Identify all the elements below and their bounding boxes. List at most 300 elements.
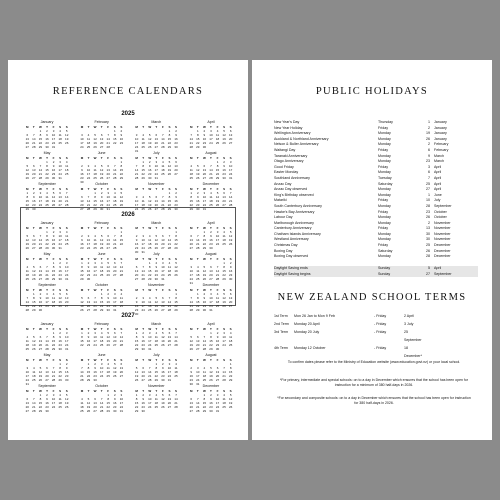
day-cell: 27 [161,245,165,250]
month-october [79,384,125,413]
day-cell: 17 [58,237,62,242]
holiday-hm: November [434,231,451,236]
day-cell: 8 [39,396,42,401]
weekday-label: S [223,155,226,160]
day-cell: 5 [162,392,164,397]
day-cell: 14 [86,198,91,203]
day-cell: 22 [229,373,233,378]
day-cell: 1 [229,361,232,366]
day-cell: 10 [141,299,145,304]
day-cell: 20 [106,171,110,176]
day-cell: 12 [86,400,91,405]
day-cell: 6 [168,330,171,335]
day-cell: 22 [38,404,43,409]
day-cell: 20 [167,400,172,405]
weekday-label: M [135,155,138,160]
month-grid [24,156,70,180]
weekday-label: W [93,155,97,160]
day-cell: 17 [189,272,193,277]
day-cell: 5 [39,365,42,370]
year-label: 2027 [121,313,135,319]
weekday-label: S [113,124,116,129]
month-january [24,322,70,351]
day-cell: 2 [216,330,219,335]
day-cell: 16 [134,241,139,246]
day-cell: 1 [26,190,29,195]
holiday-hdt: 1 [428,120,430,124]
holiday-hdt: 6 [428,170,430,175]
day-cell: 26 [134,377,139,382]
daylight-saving-list [274,266,478,277]
day-cell: 10 [215,396,220,401]
day-cell: 12 [189,338,193,343]
day-cell: 5 [26,233,29,238]
day-cell: 8 [216,163,219,168]
day-cell: 2 [229,260,232,265]
month-december [188,381,234,413]
day-cell: 13 [196,338,200,343]
day-cell: 31 [229,175,233,180]
day-cell: 15 [209,338,213,343]
day-cell: 3 [52,392,55,397]
day-cell: 1 [113,128,116,133]
holiday-hn: Anzac Day [274,181,292,186]
day-cell: 14 [119,264,124,269]
month-july [133,353,179,386]
day-cell: 30 [86,276,91,281]
day-cell: 23 [80,175,84,180]
day-cell: 28 [32,408,36,413]
day-cell: 20 [119,369,124,374]
month-august [188,353,234,386]
day-cell: 27 [106,175,110,180]
weekday-label: S [113,357,116,362]
day-cell: 19 [222,136,226,141]
day-cell: 21 [38,171,43,176]
day-cell: 7 [196,233,199,238]
day-cell: 21 [80,373,84,378]
day-cell: 24 [134,144,139,149]
day-cell: 10 [215,233,220,238]
day-cell: 3 [65,330,68,335]
day-cell: 17 [215,237,220,242]
holiday-hn: Daylight Saving begins [274,271,311,276]
day-cell: 11 [222,396,226,401]
day-cell: 27 [161,307,165,312]
day-cell: 3 [155,159,158,164]
day-cell: 7 [162,132,164,137]
day-cell: 3 [135,194,138,199]
holiday-hn: Wellington Anniversary [274,131,311,136]
day-cell: 25 [86,144,91,149]
day-cell: 2 [190,365,193,370]
day-cell: 10 [148,334,152,339]
day-cell: 16 [154,268,158,273]
holiday-hdt: 27 [426,187,430,192]
weekday-label: F [161,225,164,230]
day-cell: 6 [155,194,158,199]
day-cell: 31 [106,206,110,211]
weekday-label: S [175,256,178,261]
holiday-hdt: 27 [426,271,430,276]
month-grid [133,226,179,254]
month-name: November [148,283,165,287]
day-cell: 17 [38,198,43,203]
month-january [24,221,70,254]
day-cell: 24 [148,404,152,409]
day-cell: 29 [174,307,178,312]
day-cell: 11 [80,400,84,405]
holiday-hdt: 13 [426,226,430,231]
day-cell: 17 [209,299,213,304]
day-cell: 20 [38,272,43,277]
day-cell: 20 [222,198,226,203]
day-cell: 1 [81,260,83,265]
day-cell: 29 [215,175,220,180]
weekday-label: S [168,287,171,292]
weekday-label: S [59,287,62,292]
day-cell: 23 [106,303,110,308]
day-cell: 31 [51,144,56,149]
day-cell: 11 [154,396,158,401]
day-cell: 6 [210,264,212,269]
weekday-label: T [100,155,103,160]
day-cell: 8 [94,194,96,199]
day-cell: 3 [26,365,29,370]
month-august [188,252,234,285]
day-cell: 5 [94,132,96,137]
day-cell: 18 [154,338,158,343]
holiday-list [274,120,478,260]
holiday-hn: Westland Anniversary [274,237,309,242]
day-cell: 24 [58,241,62,246]
day-cell: 29 [86,377,91,382]
weekday-label: F [161,357,164,362]
day-cell: 20 [134,272,139,277]
day-cell: 18 [51,299,56,304]
day-cell: 12 [148,198,152,203]
day-cell: 29 [148,276,152,281]
day-cell: 19 [58,299,62,304]
weekday-label: W [148,256,152,261]
day-cell: 15 [93,198,97,203]
day-cell: 2 [87,330,90,335]
day-cell: 13 [32,167,36,172]
weekday-label: M [135,357,138,362]
holiday-hdt: 1 [428,192,430,197]
day-cell: 12 [65,396,69,401]
term-cell: 25 September [404,330,422,342]
day-cell: 27 [25,408,29,413]
day-cell: 6 [175,159,177,164]
day-cell: 22 [141,171,145,176]
day-cell: 7 [87,194,90,199]
day-cell: 21 [229,198,233,203]
weekday-label: T [87,357,90,362]
weekday-label: T [210,155,212,160]
holiday-hdt: 2 [428,142,430,147]
day-cell: 5 [107,330,110,335]
day-cell: 18 [189,171,193,176]
weekday-label: F [216,388,219,393]
day-cell: 29 [25,206,29,211]
weekday-label: M [190,155,193,160]
day-cell: 13 [141,369,145,374]
day-cell: 10 [209,295,213,300]
month-march [133,120,179,153]
day-cell: 11 [154,334,158,339]
holiday-hd: Monday [378,203,391,208]
day-cell: 17 [229,167,233,172]
day-cell: 21 [45,342,49,347]
day-cell: 29 [51,346,56,351]
weekday-label: M [26,256,29,261]
day-cell: 15 [215,167,220,172]
day-cell: 30 [209,408,213,413]
day-cell: 1 [203,229,206,234]
day-cell: 25 [215,303,220,308]
holiday-hm: April [434,175,442,180]
day-cell: 22 [202,241,207,246]
day-cell: 8 [100,295,103,300]
day-cell: 28 [167,245,172,250]
holiday-hdt: 2 [428,220,430,225]
day-cell: 7 [168,233,171,238]
weekday-label: S [113,388,116,393]
day-cell: 23 [148,171,152,176]
day-cell: 13 [229,132,233,137]
day-cell: 25 [106,373,110,378]
weekday-label: T [32,155,35,160]
day-cell: 14 [222,369,226,374]
weekday-label: S [59,124,62,129]
day-cell: 5 [113,361,116,366]
weekday-label: S [175,155,178,160]
weekday-label: S [223,225,226,230]
day-cell: 2 [142,330,144,335]
day-cell: 16 [80,241,84,246]
weekday-label: S [65,388,68,393]
weekday-label: T [196,124,199,129]
month-june [79,151,125,184]
day-cell: 13 [32,237,36,242]
day-cell: 23 [51,171,56,176]
day-cell: 29 [51,276,56,281]
day-cell: 22 [99,303,104,308]
day-cell: 19 [148,140,152,145]
day-cell: 5 [155,233,158,238]
month-grid [133,156,179,180]
term-cell: - Friday [374,322,387,326]
day-cell: 24 [202,202,207,207]
day-cell: 6 [33,233,35,238]
holiday-hdt: 28 [426,203,430,208]
day-cell: 26 [154,307,158,312]
day-cell: 3 [120,392,123,397]
day-cell: 3 [196,365,199,370]
day-cell: 11 [141,198,145,203]
weekday-label: S [229,155,232,160]
holiday-hd: Thursday [378,120,393,124]
day-cell: 22 [113,140,117,145]
day-cell: 8 [52,264,55,269]
day-cell: 30 [99,206,104,211]
day-cell: 8 [210,334,212,339]
day-cell: 15 [119,167,124,172]
day-cell: 14 [209,167,213,172]
day-cell: 2 [162,361,164,366]
day-cell: 29 [58,377,62,382]
weekday-label: M [80,186,84,191]
weekday-label: F [107,388,110,393]
day-cell: 13 [113,334,117,339]
day-cell: 18 [65,167,69,172]
day-cell: 9 [81,167,83,172]
day-cell: 8 [135,396,138,401]
day-cell: 3 [113,291,116,296]
month-grid [188,187,234,211]
day-cell: 9 [229,264,232,269]
day-cell: 12 [209,369,213,374]
day-cell: 20 [189,404,193,409]
day-cell: 12 [154,237,158,242]
weekday-label: F [107,357,110,362]
calendar-row [24,353,234,386]
weekday-label: S [168,225,171,230]
month-may [24,151,70,184]
day-cell: 24 [113,303,117,308]
holiday-hdt: 23 [426,209,430,214]
month-name: July [153,353,160,357]
day-cell: 1 [46,159,48,164]
day-cell: 28 [196,408,200,413]
day-cell: 11 [25,338,29,343]
day-cell: 22 [119,241,124,246]
weekday-label: S [229,357,232,362]
day-cell: 22 [25,202,29,207]
weekday-label: M [135,326,138,331]
day-cell: 27 [167,342,172,347]
day-cell: 23 [202,303,207,308]
day-cell: 24 [189,276,193,281]
day-cell: 10 [58,233,62,238]
day-cell: 2 [135,295,138,300]
day-cell: 14 [80,369,84,374]
day-cell: 3 [81,132,83,137]
day-cell: 16 [32,198,36,203]
day-cell: 4 [65,229,68,234]
day-cell: 18 [202,373,207,378]
day-cell: 29 [222,276,226,281]
day-cell: 7 [113,163,116,168]
day-cell: 30 [32,206,36,211]
day-cell: 25 [202,377,207,382]
day-cell: 12 [32,338,36,343]
day-cell: 9 [203,132,206,137]
day-cell: 19 [99,241,104,246]
day-cell: 9 [162,365,164,370]
day-cell: 5 [87,396,90,401]
weekday-label: W [39,186,42,191]
weekday-label: T [210,186,212,191]
day-cell: 27 [174,171,178,176]
day-cell: 23 [209,404,213,409]
day-cell: 12 [58,295,62,300]
weekday-label: W [39,256,42,261]
day-cell: 7 [203,334,206,339]
day-cell: 25 [161,171,165,176]
day-cell: 4 [162,159,164,164]
weekday-label: W [39,225,42,230]
day-cell: 19 [229,237,233,242]
weekday-label: S [65,287,68,292]
day-cell: 17 [99,369,104,374]
day-cell: 19 [154,303,158,308]
day-cell: 7 [190,132,193,137]
weekday-label: S [229,124,232,129]
weekday-label: W [93,326,97,331]
day-cell: 31 [65,346,69,351]
weekday-label: F [216,326,219,331]
day-cell: 23 [196,202,200,207]
day-cell: 16 [174,136,178,141]
day-cell: 10 [202,194,207,199]
holiday-hdt: 7 [428,175,430,180]
weekday-label: T [32,225,35,230]
day-cell: 15 [25,198,29,203]
month-grid [24,125,70,149]
month-grid [79,389,125,413]
day-cell: 3 [94,330,96,335]
day-cell: 29 [167,144,172,149]
day-cell: 26 [229,404,233,409]
holiday-hd: Friday [378,147,388,152]
holiday-hm: January [434,131,447,136]
weekday-label: T [196,256,199,261]
day-cell: 18 [80,404,84,409]
day-cell: 19 [32,342,36,347]
right-page-title: PUBLIC HOLIDAYS [315,86,429,97]
month-name: March [151,120,162,124]
month-grid [24,288,70,312]
day-cell: 20 [209,272,213,277]
day-cell: 8 [203,233,206,238]
day-cell: 30 [51,245,56,250]
day-cell: 16 [58,338,62,343]
day-cell: 16 [229,268,233,273]
day-cell: 20 [161,303,165,308]
day-cell: 15 [174,237,178,242]
day-cell: 16 [93,369,97,374]
day-cell: 21 [167,303,172,308]
day-cell: 24 [93,342,97,347]
day-cell: 25 [154,342,158,347]
month-name: February [94,322,109,326]
day-cell: 25 [51,303,56,308]
weekday-label: F [216,124,219,129]
day-cell: 9 [113,396,116,401]
day-cell: 13 [113,264,117,269]
day-cell: 25 [99,272,104,277]
day-cell: 20 [189,241,193,246]
day-cell: 25 [65,171,69,176]
day-cell: 9 [190,369,193,374]
weekday-label: W [148,287,152,292]
day-cell: 25 [229,342,233,347]
day-cell: 20 [141,373,145,378]
weekday-label: S [168,357,171,362]
day-cell: 17 [58,167,62,172]
